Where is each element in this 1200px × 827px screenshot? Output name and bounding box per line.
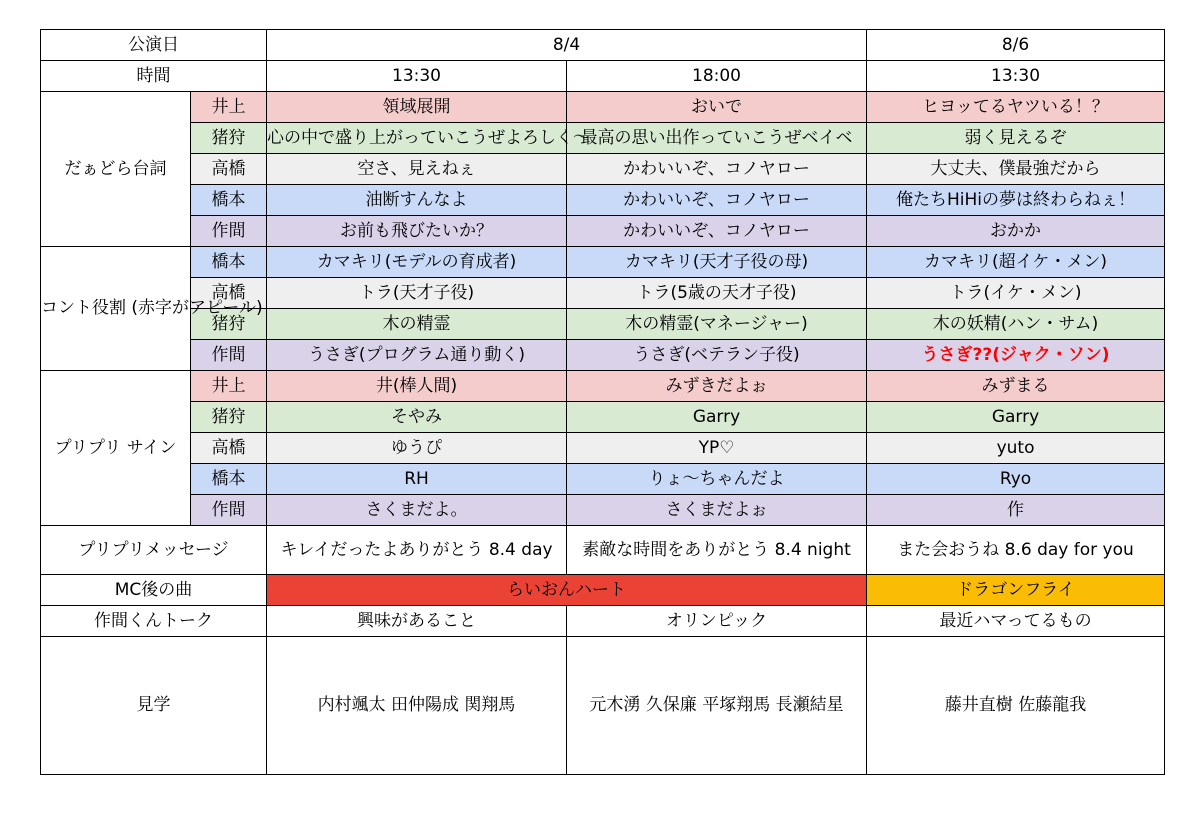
role-cell-appeal: うさぎ??(ジャク・ソン) — [867, 340, 1165, 371]
line-cell: おいで — [567, 92, 867, 123]
line-cell: お前も飛びたいか？ — [267, 216, 567, 247]
song-label: MC後の曲 — [41, 575, 267, 606]
member-name: 猪狩 — [191, 402, 267, 433]
member-name: 猪狩 — [191, 123, 267, 154]
line-cell: 大丈夫、僕最強だから — [867, 154, 1165, 185]
time-cell: 18:00 — [567, 61, 867, 92]
role-cell: トラ(イケ・メン) — [867, 278, 1165, 309]
time-row — [41, 61, 1165, 92]
talk-label: 作間くんトーク — [41, 606, 267, 637]
sign-cell: YP♡ — [567, 433, 867, 464]
visit-cell: 藤井直樹 佐藤龍我 — [867, 637, 1165, 775]
date-cell: 8/4 — [267, 30, 867, 61]
line-cell: おかか — [867, 216, 1165, 247]
line-cell: 油断すんなよ — [267, 185, 567, 216]
table-row — [41, 402, 1165, 433]
sign-cell: 作 — [867, 495, 1165, 526]
sign-cell: Ryo — [867, 464, 1165, 495]
member-name: 橋本 — [191, 185, 267, 216]
visit-cell: 内村颯太 田仲陽成 関翔馬 — [267, 637, 567, 775]
sign-cell: みずきだよぉ — [567, 371, 867, 402]
time-cell: 13:30 — [267, 61, 567, 92]
sign-cell: さくまだよぉ — [567, 495, 867, 526]
role-cell: カマキリ(超イケ・メン) — [867, 247, 1165, 278]
sign-cell: そやみ — [267, 402, 567, 433]
table-row — [41, 340, 1165, 371]
sign-cell: みずまる — [867, 371, 1165, 402]
message-label: プリプリメッセージ — [41, 526, 267, 575]
message-row — [41, 526, 1165, 575]
role-cell: 木の精霊(マネージャー) — [567, 309, 867, 340]
table-row — [41, 495, 1165, 526]
line-cell: 領域展開 — [267, 92, 567, 123]
role-cell: トラ(天才子役) — [267, 278, 567, 309]
member-name: 作間 — [191, 340, 267, 371]
visit-label: 見学 — [41, 637, 267, 775]
date-cell: 8/6 — [867, 30, 1165, 61]
table-row — [41, 216, 1165, 247]
time-header-label: 時間 — [41, 61, 267, 92]
talk-cell: 最近ハマってるもの — [867, 606, 1165, 637]
time-cell: 13:30 — [867, 61, 1165, 92]
table-row — [41, 92, 1165, 123]
visit-cell: 元木湧 久保廉 平塚翔馬 長瀬結星 — [567, 637, 867, 775]
talk-cell: オリンピック — [567, 606, 867, 637]
sign-cell: りょ〜ちゃんだよ — [567, 464, 867, 495]
message-cell: また会おうね 8.6 day for you — [867, 526, 1165, 575]
category-roles: コント役割 (赤字がアピール) — [41, 247, 191, 371]
category-lines: だぁどら台詞 — [41, 92, 191, 247]
member-name: 高橋 — [191, 433, 267, 464]
member-name: 高橋 — [191, 154, 267, 185]
song-row — [41, 575, 1165, 606]
sign-cell: Garry — [867, 402, 1165, 433]
schedule-table — [40, 29, 1165, 775]
sign-cell: RH — [267, 464, 567, 495]
song-cell: らいおんハート — [267, 575, 867, 606]
table-row — [41, 185, 1165, 216]
date-row — [41, 30, 1165, 61]
sign-cell: さくまだよ。 — [267, 495, 567, 526]
member-name: 井上 — [191, 92, 267, 123]
member-name: 橋本 — [191, 464, 267, 495]
member-name: 作間 — [191, 495, 267, 526]
line-cell: かわいいぞ、コノヤロー — [567, 216, 867, 247]
line-cell: 俺たちHiHiの夢は終わらねぇ！ — [867, 185, 1165, 216]
line-cell: かわいいぞ、コノヤロー — [567, 154, 867, 185]
sign-cell: ゆうぴ — [267, 433, 567, 464]
table-row — [41, 123, 1165, 154]
message-cell: キレイだったよありがとう 8.4 day — [267, 526, 567, 575]
table-row — [41, 464, 1165, 495]
visit-row — [41, 637, 1165, 775]
role-cell: うさぎ(プログラム通り動く) — [267, 340, 567, 371]
line-cell: かわいいぞ、コノヤロー — [567, 185, 867, 216]
line-cell: 弱く見えるぞ — [867, 123, 1165, 154]
member-name: 作間 — [191, 216, 267, 247]
talk-cell: 興味があること — [267, 606, 567, 637]
member-name: 高橋 — [191, 278, 267, 309]
member-name: 猪狩 — [191, 309, 267, 340]
message-cell: 素敵な時間をありがとう 8.4 night — [567, 526, 867, 575]
talk-row — [41, 606, 1165, 637]
role-cell: うさぎ(ベテラン子役) — [567, 340, 867, 371]
table-row — [41, 371, 1165, 402]
line-cell: 空さ、見えねぇ — [267, 154, 567, 185]
table-row — [41, 247, 1165, 278]
table-row — [41, 154, 1165, 185]
line-cell: ヒヨッてるヤツいる！？ — [867, 92, 1165, 123]
line-cell: 心の中で盛り上がっていこうぜよろしく〜 — [267, 123, 567, 154]
sign-cell: Garry — [567, 402, 867, 433]
member-name: 橋本 — [191, 247, 267, 278]
table-row — [41, 433, 1165, 464]
role-cell: トラ(5歳の天才子役) — [567, 278, 867, 309]
role-cell: カマキリ(モデルの育成者) — [267, 247, 567, 278]
sign-cell: 井(棒人間) — [267, 371, 567, 402]
song-cell: ドラゴンフライ — [867, 575, 1165, 606]
category-sign: プリプリ サイン — [41, 371, 191, 526]
role-cell: 木の妖精(ハン・サム) — [867, 309, 1165, 340]
sign-cell: yuto — [867, 433, 1165, 464]
line-cell: 最高の思い出作っていこうぜベイベ — [567, 123, 867, 154]
member-name: 井上 — [191, 371, 267, 402]
role-cell: 木の精霊 — [267, 309, 567, 340]
date-header-label: 公演日 — [41, 30, 267, 61]
role-cell: カマキリ(天才子役の母) — [567, 247, 867, 278]
